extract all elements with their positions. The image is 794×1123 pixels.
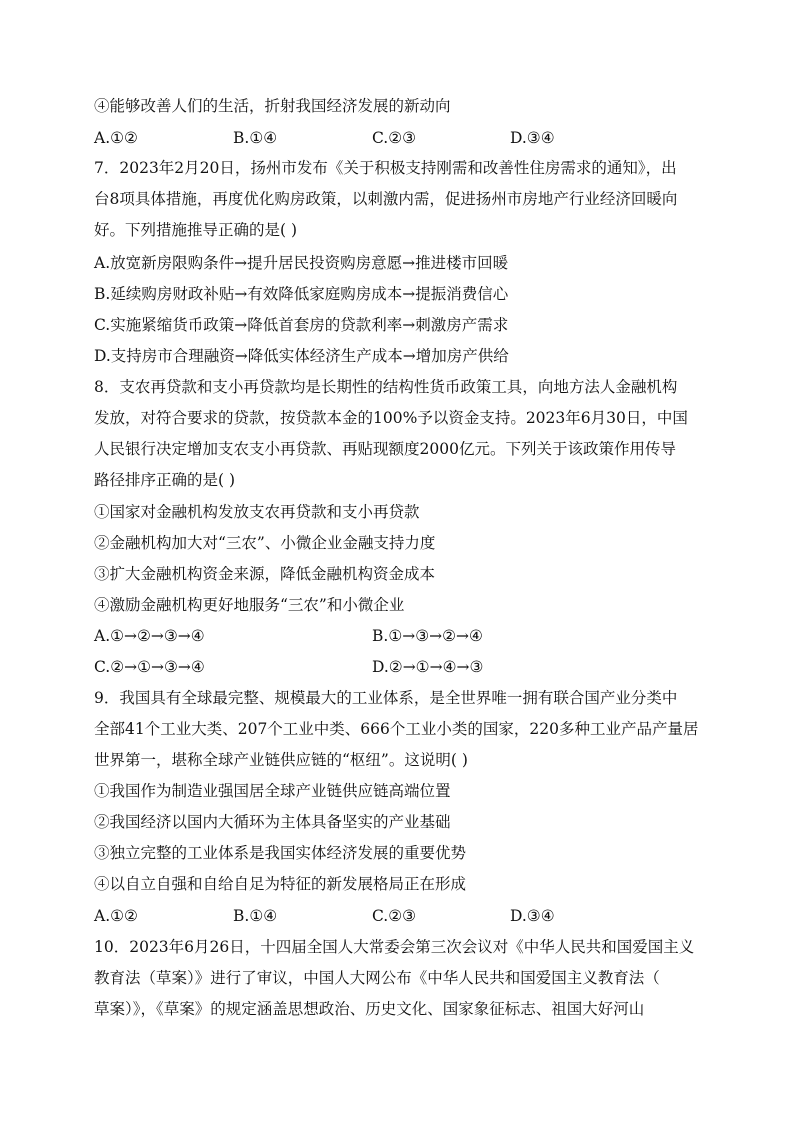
q6-option-b: B.①④ [233, 129, 278, 147]
q9-stem-line: 全部41个工业大类、207个工业中类、666个工业小类的国家，220多种工业产品产量居 [94, 720, 699, 738]
q8-option-d: D.②→①→④→③ [372, 658, 484, 676]
q9-item-4: ④以自立自强和自给自足为特征的新发展格局正在形成 [94, 875, 467, 893]
q9-option-d: D.③④ [510, 907, 555, 925]
q10-stem-line: 草案）》，《草案》的规定涵盖思想政治、历史文化、国家象征标志、祖国大好河山 [94, 1000, 645, 1018]
q8-option-b: B.①→③→②→④ [372, 627, 483, 645]
q8-stem-line: 路径排序正确的是( ) [94, 471, 236, 489]
q8-item-2: ②金融机构加大对“三农”、小微企业金融支持力度 [94, 534, 436, 552]
q8-option-a: A.①→②→③→④ [94, 627, 205, 645]
q10-stem-line: 教育法（草案）》进行了审议，中国人大网公布《中华人民共和国爱国主义教育法（ [94, 969, 660, 987]
q8-stem-line: 8．支农再贷款和支小再贷款均是长期性的结构性货币政策工具，向地方法人金融机构 [94, 378, 678, 396]
q8-item-4: ④激励金融机构更好地服务“三农”和小微企业 [94, 596, 405, 614]
q6-option-a: A.①② [94, 129, 138, 147]
q9-stem-line: 9．我国具有全球最完整、规模最大的工业体系，是全世界唯一拥有联合国产业分类中 [94, 689, 678, 707]
q8-stem-line: 人民银行决定增加支农支小再贷款、再贴现额度2000亿元。下列关于该政策作用传导 [94, 440, 676, 458]
q8-item-3: ③扩大金融机构资金来源，降低金融机构资金成本 [94, 565, 436, 583]
q8-item-1: ①国家对金融机构发放支农再贷款和支小再贷款 [94, 503, 420, 521]
q7-option-b: B.延续购房财政补贴→有效降低家庭购房成本→提振消费信心 [94, 285, 509, 303]
q7-option-c: C.实施紧缩货币政策→降低首套房的贷款利率→刺激房产需求 [94, 316, 509, 334]
q7-stem-line: 台8项具体措施，再度优化购房政策，以刺激内需，促进扬州市房地产行业经济回暖向 [94, 190, 678, 208]
q7-option-d: D.支持房市合理融资→降低实体经济生产成本→增加房产供给 [94, 347, 509, 365]
q9-item-2: ②我国经济以国内大循环为主体具备坚实的产业基础 [94, 813, 451, 831]
q6-item-4: ④能够改善人们的生活，折射我国经济发展的新动向 [94, 97, 451, 115]
q9-item-3: ③独立完整的工业体系是我国实体经济发展的重要优势 [94, 844, 467, 862]
q9-option-a: A.①② [94, 907, 138, 925]
q7-option-a: A.放宽新房限购条件→提升居民投资购房意愿→推进楼市回暖 [94, 254, 509, 272]
q6-option-d: D.③④ [510, 129, 555, 147]
q9-option-b: B.①④ [233, 907, 278, 925]
q10-stem-line: 10．2023年6月26日，十四届全国人大常委会第三次会议对《中华人民共和国爱国主义 [94, 938, 695, 956]
q6-option-c: C.②③ [372, 129, 417, 147]
q7-stem-line: 好。下列措施推导正确的是( ) [94, 221, 298, 239]
q9-item-1: ①我国作为制造业强国居全球产业链供应链高端位置 [94, 782, 451, 800]
q8-option-c: C.②→①→③→④ [94, 658, 205, 676]
q7-stem-line: 7．2023年2月20日，扬州市发布《关于积极支持刚需和改善性住房需求的通知》，出 [94, 159, 677, 177]
q9-option-c: C.②③ [372, 907, 417, 925]
q9-stem-line: 世界第一，堪称全球产业链供应链的“枢纽”。这说明( ) [94, 751, 468, 769]
q8-stem-line: 发放，对符合要求的贷款，按贷款本金的100%予以资金支持。2023年6月30日，中国 [94, 409, 688, 427]
